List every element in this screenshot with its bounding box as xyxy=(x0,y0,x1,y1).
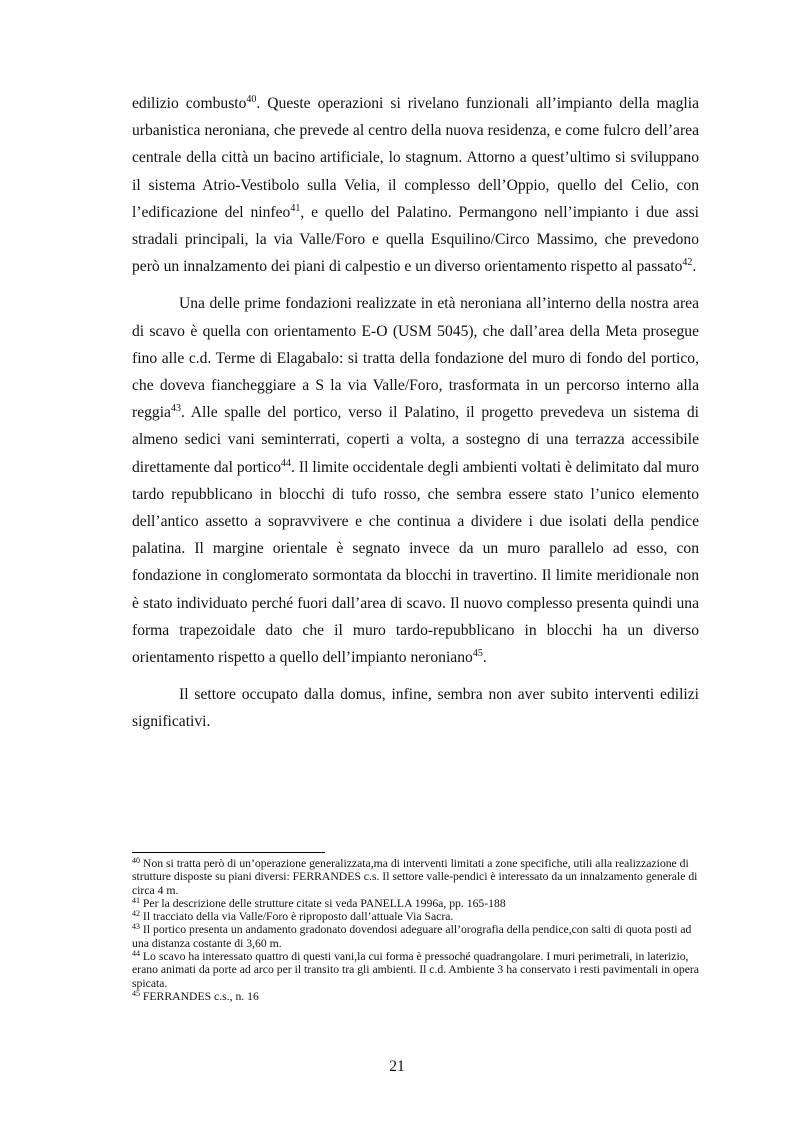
paragraph-1 xyxy=(132,90,699,280)
footnote-text: Il tracciato della via Valle/Foro è riproposto dall’attuale Via Sacra. xyxy=(140,910,454,924)
footnote-text: Lo scavo ha interessato quattro di questi vani,la cui forma è pressoché quadrangolare. I muri perimetrali, in laterizio, erano animati da porte ad arco per il transito tra gli ambienti. Il c.d. Ambiente 3 ha conservato i resti pavimentali in opera spicata. xyxy=(132,950,699,990)
footnote-number: 43 xyxy=(132,922,140,932)
footnote-text: FERRANDES c.s., n. 16 xyxy=(140,989,259,1003)
footnote-text: Il portico presenta un andamento gradonato dovendosi adeguare all’orografia della pendice,con salti di quota posti ad una distanza costante di 3,60 m. xyxy=(132,923,692,950)
footnote-41 xyxy=(132,897,699,910)
paragraph-3 xyxy=(132,681,699,735)
text-span: . xyxy=(692,258,697,276)
footnote-number: 42 xyxy=(132,909,140,919)
page-number: 21 xyxy=(389,1058,405,1075)
footnote-ref-43[interactable]: 43 xyxy=(170,403,181,415)
footnote-text: Per la descrizione delle strutture citate si veda PANELLA 1996a, pp. 165-188 xyxy=(140,896,506,910)
footnote-42 xyxy=(132,910,699,923)
text-span: Il settore occupato dalla domus, infine, sembra non aver subito interventi edilizi significativi. xyxy=(132,686,699,731)
footnote-45 xyxy=(132,990,699,1003)
footnote-text: Non si tratta però di un’operazione generalizzata,ma di interventi limitati a zone specifiche, utili alla realizzazione di strutture disposte su piani diversi: FERRANDES c.s. Il settore valle-pendici è interessato da un innalzamento generale di circa 4 m. xyxy=(132,857,698,897)
footnote-number: 40 xyxy=(132,856,140,865)
footnote-ref-40[interactable]: 40 xyxy=(246,94,257,105)
text-span: . Il limite occidentale degli ambienti voltati è delimitato dal muro tardo repubblicano in blocchi di tufo rosso, che sembra essere stato l’unico elemento dell’antico assetto a sopravvivere e che continua a dividere i due isolati della pendice palatina. Il margine orientale è segnato invece da un muro parallelo ad esso, con fondazione in conglomerato sormontata da blocchi in travertino. Il limite meridionale non è stato individuato perché fuori dall’area di scavo. Il nuovo complesso presenta quindi una forma trapezoidale dato che il muro tardo-repubblicano in blocchi ha un diverso orientamento rispetto a quello dell’impianto neroniano xyxy=(132,458,699,667)
paragraph-2 xyxy=(132,290,699,671)
footnote-44 xyxy=(132,950,699,990)
footnote-ref-45[interactable]: 45 xyxy=(472,648,483,660)
footnote-ref-42[interactable]: 42 xyxy=(682,257,693,269)
footnote-ref-41[interactable]: 41 xyxy=(290,202,301,214)
footnote-number: 41 xyxy=(132,895,140,905)
footnote-40 xyxy=(132,857,699,897)
text-span: . Queste operazioni si rivelano funzionali all’impianto della maglia urbanistica neroniana, che prevede al centro della nuova residenza, e come fulcro dell’area centrale della città un bacino artificiale, lo stagnum. Attorno a quest’ultimo si sviluppano il sistema Atrio-Vestibolo sulla Velia, il complesso dell’Oppio, quello del Celio, con l’edificazione del ninfeo xyxy=(132,95,699,221)
body-text xyxy=(132,90,699,736)
footnote-separator xyxy=(132,852,325,853)
footnotes xyxy=(132,857,699,1003)
footnote-number: 45 xyxy=(132,988,140,998)
text-span: , e quello del Palatino. Permangono nell’impianto i due assi stradali principali, la via Valle/Foro e quella Esquilino/Circo Massimo, che prevedono però un innalzamento dei piani di calpestio e un diverso orientamento rispetto al passato xyxy=(132,203,699,276)
footnote-number: 44 xyxy=(132,949,140,959)
text-span: . Alle spalle del portico, verso il Palatino, il progetto prevedeva un sistema di almeno sedici vani seminterrati, coperti a volta, a sostegno di una terrazza accessibile direttamente dal portico xyxy=(132,404,699,476)
text-span: Una delle prime fondazioni realizzate in età neroniana all’interno della nostra area di scavo è quella con orientamento E-O (USM 5045), che dall’area della Meta prosegue fino alle c.d. Terme di Elagabalo: si tratta della fondazione del muro di fondo del portico, che doveva fiancheggiare a S la via Valle/Foro, trasformata in un percorso interno alla reggia xyxy=(132,295,699,422)
text-span: . xyxy=(482,649,487,667)
text-span: edilizio combusto xyxy=(132,95,247,112)
footnote-43 xyxy=(132,923,699,950)
footnote-ref-44[interactable]: 44 xyxy=(281,457,292,469)
